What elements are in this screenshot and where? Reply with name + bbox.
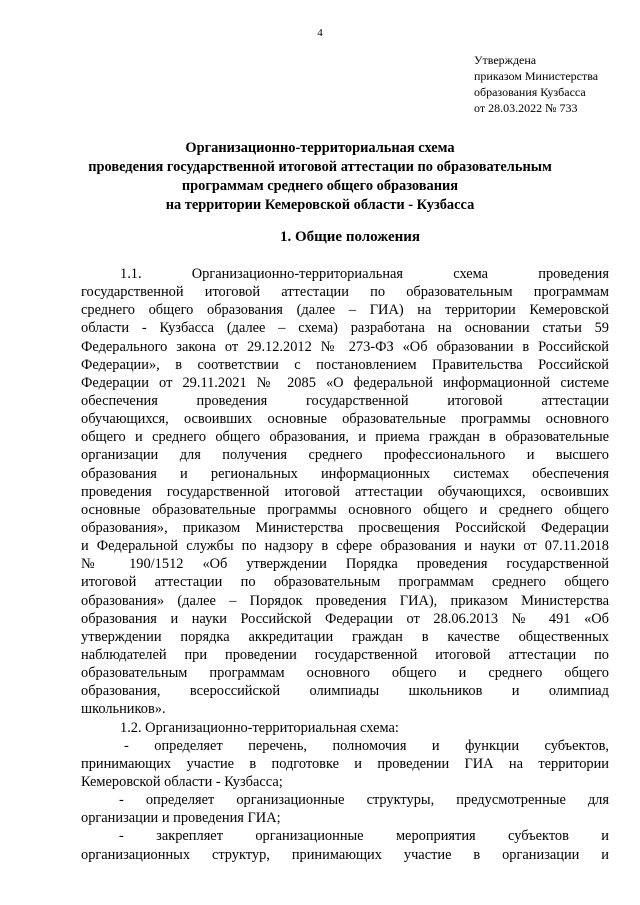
body-line: Кемеровской области - Кузбасса; [81, 773, 283, 790]
approval-line: Утверждена [474, 53, 537, 67]
body-line: 1.2. Организационно-территориальная схема: [120, 719, 399, 736]
body-line: и Федеральной службы по надзору в сфере образования и науки от 07.11.2018 [81, 538, 609, 555]
body-line: общего и среднего общего образования, и приема граждан в образовательные [81, 429, 609, 446]
body-line: 1.1. Организационно-территориальная схема проведения [120, 266, 609, 282]
page-number: 4 [317, 27, 323, 39]
body-line: образования и региональных информационных системах обеспечения [81, 465, 609, 482]
body-line: № 190/1512 «Об утверждении Порядка проведения государственной [81, 556, 609, 573]
body-line: итоговой аттестации по образовательным программам среднего общего [81, 574, 609, 591]
body-line: обучающихся, освоивших основные образовательные программы основного [81, 411, 609, 428]
body-line: организации для получения среднего профессионального и высшего [81, 447, 609, 464]
title-line: проведения государственной итоговой аттестации по образовательным [88, 159, 552, 175]
body-line: обеспечения проведения государственной итоговой аттестации [81, 392, 609, 409]
body-text [81, 265, 609, 864]
body-line: проведения государственной итоговой аттестации обучающихся, освоивших [81, 483, 609, 500]
document-title [0, 139, 640, 215]
body-line: области - Кузбасса (далее – схема) разработана на основании статьи 59 [81, 320, 609, 337]
body-line: - определяет организационные структуры, предусмотренные для [119, 792, 609, 809]
body-line: - закрепляет организационные мероприятия субъектов и [119, 828, 609, 845]
body-line: школьников». [81, 701, 166, 718]
approval-stamp [474, 52, 640, 116]
body-line: Федерации от 29.11.2021 № 2085 «О федеральной информационной системе [81, 374, 609, 391]
approval-line: образования Кузбасса [474, 85, 586, 99]
approval-line: от 28.03.2022 № 733 [474, 101, 578, 115]
body-line: образования, всероссийской олимпиады школьников и олимпиад [81, 683, 609, 700]
body-line: - определяет перечень, полномочия и функции субъектов, [124, 737, 609, 754]
body-line: образования и науки Российской Федерации от 28.06.2013 № 491 «Об [81, 610, 609, 627]
body-line: Федерации», в соответствии с постановлением Правительства Российской [81, 356, 609, 373]
body-line: основные образовательные программы основного общего и среднего общего [81, 501, 609, 518]
body-line: принимающих участие в подготовке и проведении ГИА на территории [81, 755, 609, 772]
body-line: образования» (далее – Порядок проведения ГИА), приказом Министерства [81, 592, 609, 609]
body-line: организационных структур, принимающих участие в организации и [81, 846, 609, 863]
title-line: программам среднего общего образования [181, 178, 459, 194]
body-line: среднего общего образования (далее – ГИА) на территории Кемеровской [81, 302, 609, 319]
approval-line: приказом Министерства [474, 69, 599, 83]
title-line: на территории Кемеровской области - Кузбасса [165, 197, 475, 213]
body-line: образовательным программам основного общего и среднего общего [81, 665, 609, 682]
section-heading: 1. Общие положения [279, 229, 421, 245]
body-line: наблюдателей при проведении государственной итоговой аттестации по [81, 646, 609, 663]
title-line: Организационно-территориальная схема [185, 140, 455, 156]
body-line: организации и проведения ГИА; [81, 810, 281, 827]
body-line: Федерального закона от 29.12.2012 № 273-ФЗ «Об образовании в Российской [81, 338, 609, 355]
body-line: образования», приказом Министерства просвещения Российской Федерации [81, 519, 609, 536]
body-line: государственной итоговой аттестации по образовательным программам [81, 284, 609, 301]
body-line: утверждении порядка аккредитации граждан в качестве общественных [81, 628, 609, 645]
